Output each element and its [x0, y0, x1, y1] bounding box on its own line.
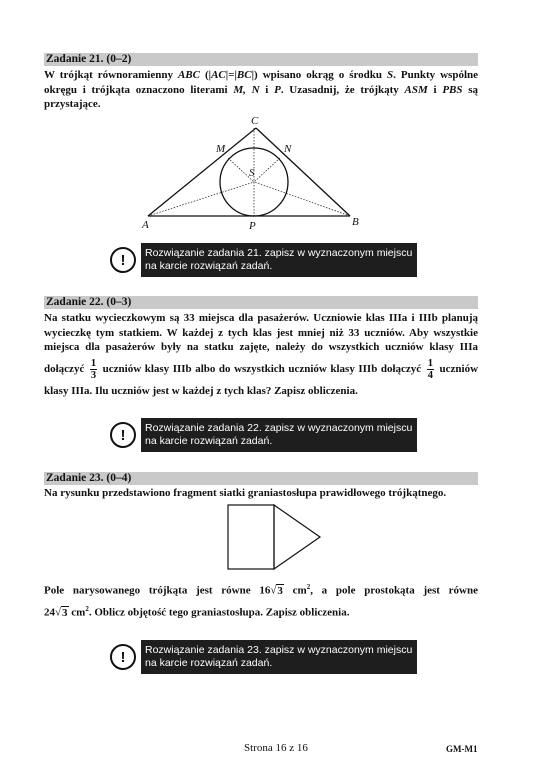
segment-ns: [254, 158, 280, 182]
label-s: S: [249, 167, 255, 179]
task-23-text: Na rysunku przedstawiono fragment siatki graniastosłupa prawidłowego trójkątnego.: [44, 487, 447, 499]
net-rectangle: [228, 505, 274, 569]
task-23-text-2: Pole narysowanego trójkąta jest równe 16√3 $cm^2$, a pole prostokąta jest równe 24√3 $cm^2$. Oblicz objętość tego graniastosłupa. Zapisz obliczenia.: [44, 583, 478, 619]
label-n: N: [284, 143, 292, 155]
label-p: P: [249, 220, 256, 232]
exclamation-icon: !: [110, 644, 136, 670]
notice-23: [110, 640, 417, 674]
label-a: A: [142, 219, 149, 231]
notice-21: [110, 243, 417, 277]
task-22-header: Zadanie 22. (0–3): [44, 296, 478, 309]
notice-22-box: Rozwiązanie zadania 22. zapisz w wyznaczonym miejscu na karcie rozwiązań zadań.: [141, 418, 417, 452]
net-triangle: [274, 505, 320, 569]
exclamation-icon: !: [110, 247, 136, 273]
exam-code: GM-M1: [446, 744, 478, 754]
triangle-incircle-figure: [130, 112, 380, 234]
segment-as: [148, 182, 254, 216]
notice-21-box: Rozwiązanie zadania 21. zapisz w wyznaczonym miejscu na karcie rozwiązań zadań.: [141, 243, 417, 277]
side-bc: [256, 128, 350, 216]
prism-net-figure: [220, 503, 330, 573]
notice-23-box: Rozwiązanie zadania 23. zapisz w wyznaczonym miejscu na karcie rozwiązań zadań.: [141, 640, 417, 674]
segment-bs: [254, 182, 350, 216]
label-m: M: [216, 143, 226, 155]
label-c: C: [251, 115, 259, 127]
exclamation-icon: !: [110, 422, 136, 448]
task-21-header: Zadanie 21. (0–2): [44, 53, 478, 66]
label-b: B: [352, 216, 359, 228]
side-ac: [148, 128, 256, 216]
fraction-one-quarter: $\frac{1}{4}$: [427, 357, 433, 381]
page-number: Strona 16 z 16: [244, 742, 308, 754]
task-23-header: Zadanie 23. (0–4): [44, 472, 478, 485]
task-22-text: Na statku wycieczkowym są 33 miejsca dla pasażerów. Uczniowie klas IIIa i IIIb planują wycieczkę tym statkiem. W każdej z tych klas jest mniej niż 33 uczniów. Aby wszystkie miejsca dla pasażerów były na statku zajęte, należy do wszystkich uczniów klasy IIIa dołączyć $\frac{1}{3}$ uczniów klasy IIIb albo do wszystkich uczniów klasy IIIb dołączyć $\frac{1}{4}$ uczniów klasy IIIa. Ilu uczniów jest w każdej z tych klas? Zapisz obliczenia.: [44, 312, 479, 397]
notice-22: [110, 418, 417, 452]
fraction-one-third: $\frac{1}{3}$: [90, 357, 97, 381]
task-21-text: W trójkąt równoramienny ABC (|AC|=|BC|) wpisano okrąg o środku S. Punkty wspólne okręgu i trójkąta oznaczono literami M, N i P. Uzasadnij, że trójkąty ASM i PBS są przystające.: [44, 69, 479, 110]
